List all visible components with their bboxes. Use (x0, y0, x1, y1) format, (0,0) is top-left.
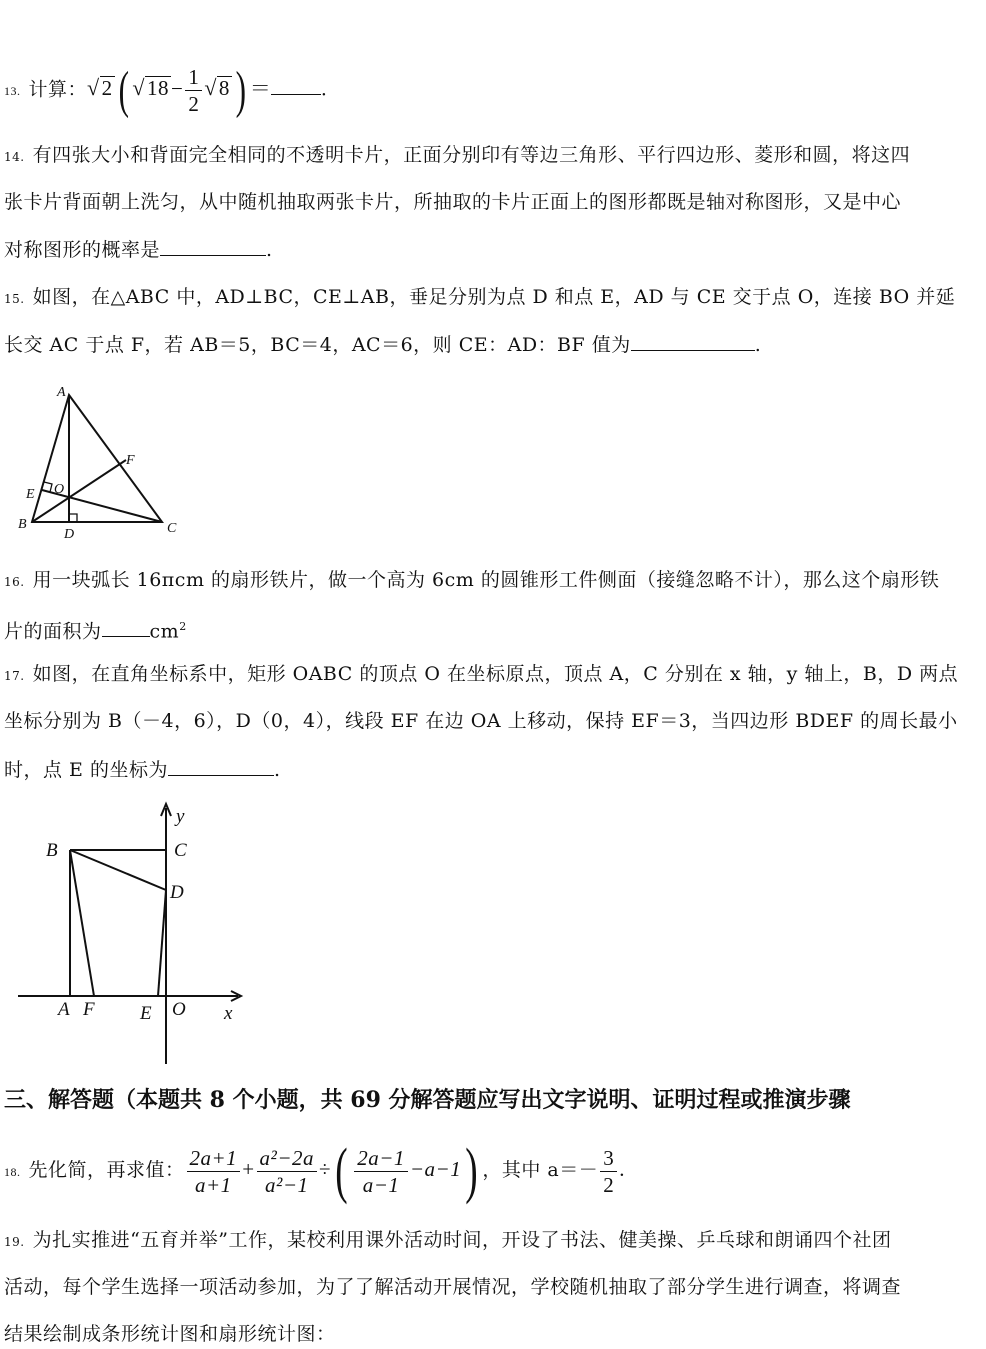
question-text: 对称图形的概率是 (4, 239, 161, 261)
segment-bf (70, 850, 94, 996)
triangle-abc (32, 395, 162, 522)
period: . (273, 759, 281, 781)
sqrt-icon: √ (87, 75, 100, 101)
label-o: O (172, 999, 186, 1020)
fraction-2 (257, 1145, 317, 1198)
label-x: x (224, 1003, 233, 1024)
question-14-line-2 (4, 190, 901, 214)
label-c: C (167, 521, 177, 536)
question-17-line-1 (4, 662, 958, 688)
answer-blank (631, 332, 755, 351)
question-text: 用一块弧长 16πcm 的扇形铁片，做一个高为 6cm 的圆锥形工件侧面（接缝忽略不计），那么这个扇形铁 (32, 569, 940, 591)
question-17-line-2 (4, 709, 958, 733)
question-text: 长交 AC 于点 F，若 AB＝5，BC＝4，AC＝6，则 CE：AD：BF 值为 (4, 334, 631, 356)
question-number: 14. (4, 150, 25, 164)
denominator: 2 (188, 92, 200, 116)
question-17-line-3 (4, 757, 281, 782)
question-13 (4, 61, 327, 119)
label-a: A (58, 999, 70, 1020)
question-15-line-1 (4, 285, 955, 311)
question-19-line-1 (4, 1228, 892, 1254)
question-number: 13. (4, 84, 21, 99)
label-d: D (64, 527, 75, 542)
fraction-3 (354, 1145, 408, 1198)
denominator: a²−1 (265, 1172, 309, 1197)
unit: cm (149, 620, 180, 643)
question-label: 计算： (28, 78, 88, 101)
period: . (266, 239, 273, 261)
answer-blank (271, 76, 321, 95)
label-a: A (57, 385, 66, 400)
label-b: B (18, 517, 27, 532)
question-number: 17. (4, 669, 25, 683)
answer-blank (168, 757, 274, 776)
period: . (619, 1157, 625, 1181)
question-text: 如图，在△ABC 中，AD⊥BC，CE⊥AB，垂足分别为点 D 和点 E，AD 与 CE 交于点 O，连接 BO 并延 (32, 286, 956, 308)
answer-blank (102, 618, 150, 637)
label-b: B (46, 840, 58, 861)
label-y: y (176, 806, 185, 827)
numerator: 2a−1 (354, 1145, 408, 1172)
unit-exponent: 2 (179, 620, 187, 633)
triangle-figure (14, 380, 186, 542)
divide-sign: ÷ (319, 1157, 332, 1181)
question-text: 有四张大小和背面完全相同的不透明卡片，正面分别印有等边三角形、平行四边形、菱形和圆，将这四 (32, 144, 911, 166)
label-f: F (83, 999, 95, 1020)
numerator: 3 (600, 1145, 617, 1172)
question-text: 坐标分别为 B（－4，6），D（0，4），线段 EF 在边 OA 上移动，保持 EF＝3，当四边形 BDEF 的周长最小 (4, 710, 958, 732)
value-fraction (600, 1145, 617, 1198)
right-paren: ) (235, 61, 247, 119)
label-c: C (174, 840, 187, 861)
question-number: 19. (4, 1235, 25, 1249)
expression-tail: −a−1 (409, 1157, 462, 1181)
question-text: 片的面积为 (4, 620, 102, 643)
label-e: E (26, 487, 35, 502)
section-heading: 三、解答题（本题共 8 个小题，共 69 分解答题应写出文字说明、证明过程或推演步骤 (4, 1087, 851, 1113)
question-15-line-2 (4, 332, 761, 357)
question-text: 活动，每个学生选择一项活动参加，为了了解活动开展情况，学校随机抽取了部分学生进行调查，将调查 (4, 1276, 902, 1298)
question-19-line-2 (4, 1275, 901, 1299)
question-18 (4, 1136, 625, 1205)
equals-sign: ＝ (249, 76, 272, 101)
numerator: a²−2a (257, 1145, 317, 1172)
denominator: a+1 (195, 1172, 232, 1197)
numerator: 2a+1 (187, 1145, 241, 1172)
right-angle-d (69, 514, 77, 522)
denominator: 2 (603, 1172, 615, 1197)
question-number: 18. (4, 1165, 21, 1179)
left-paren: ( (335, 1137, 348, 1206)
sqrt-a: 2 (101, 76, 113, 101)
question-text: 张卡片背面朝上洗匀，从中随机抽取两张卡片，所抽取的卡片正面上的图形都既是轴对称图形，又是中心 (4, 191, 902, 213)
label-d: D (170, 882, 184, 903)
period: . (321, 76, 327, 101)
question-label: 先化简，再求值： (28, 1159, 185, 1181)
numerator: 1 (185, 64, 202, 91)
question-19-line-3 (4, 1322, 336, 1346)
question-text: 时，点 E 的坐标为 (4, 759, 168, 781)
segment-de (158, 890, 166, 996)
sqrt-icon: √ (204, 75, 217, 101)
question-16-line-2 (4, 615, 187, 643)
coordinate-figure (10, 798, 250, 1068)
question-number: 15. (4, 292, 25, 306)
denominator: a−1 (362, 1172, 400, 1197)
label-o: O (54, 482, 65, 497)
question-text: 结果绘制成条形统计图和扇形统计图： (4, 1323, 336, 1345)
question-text: 如图，在直角坐标系中，矩形 OABC 的顶点 O 在坐标原点，顶点 A，C 分别在 x 轴，y 轴上，B，D 两点 (32, 663, 959, 685)
left-paren: ( (118, 61, 129, 119)
sqrt-c: 8 (218, 76, 230, 101)
question-14-line-1 (4, 143, 910, 169)
right-paren: ) (465, 1137, 479, 1206)
sqrt-icon: √ (132, 75, 145, 101)
plus-sign: + (242, 1157, 255, 1181)
minus-sign: − (171, 76, 184, 101)
label-e: E (140, 1003, 152, 1024)
sqrt-b: 18 (147, 76, 169, 101)
question-14-line-3 (4, 237, 273, 262)
question-number: 16. (4, 575, 25, 589)
question-16-line-1 (4, 568, 939, 594)
period: . (754, 334, 762, 356)
fraction (185, 64, 202, 117)
segment-bd (70, 850, 166, 890)
question-text: 为扎实推进“五育并举”工作，某校利用课外活动时间，开设了书法、健美操、乒乓球和朗诵四个社团 (32, 1229, 892, 1251)
label-f: F (126, 453, 135, 468)
answer-blank (160, 237, 266, 256)
fraction-1 (187, 1145, 241, 1198)
condition-text: ，其中 a＝－ (482, 1159, 599, 1181)
